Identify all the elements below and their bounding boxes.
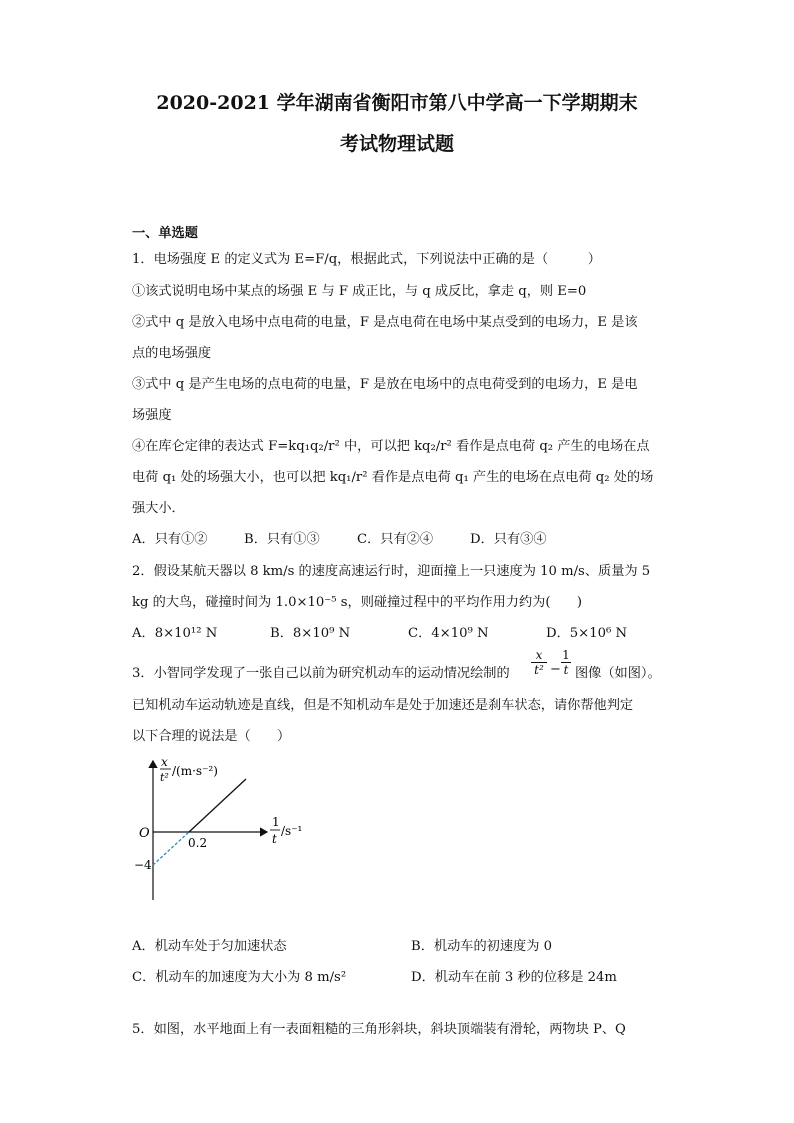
graph-line-solid <box>189 779 246 832</box>
q3-fraction-x-over-t2 <box>531 648 547 677</box>
q1-stem: 1．电场强度 E 的定义式为 E=F/q，根据此式，下列说法中正确的是（ ） <box>132 252 601 267</box>
q1-statement-1: ①该式说明电场中某点的场强 E 与 F 成正比，与 q 成反比，拿走 q，则 E=0 <box>132 284 587 299</box>
q2-option-a: A．8×10¹² N <box>132 626 218 641</box>
x-axis-label-den: t <box>272 832 277 846</box>
q1-statement-4b: 电荷 q₁ 处的场强大小，也可以把 kq₁/r² 看作是点电荷 q₁ 产生的电场在点电荷 q₂ 处的场 <box>132 470 654 485</box>
fraction-denominator: t <box>563 663 569 677</box>
q3-option-c: C．机动车的加速度为大小为 8 m/s² <box>132 970 347 985</box>
q1-option-a: A．只有①② <box>132 532 208 547</box>
x-axis-unit: /s⁻¹ <box>281 824 303 838</box>
y-axis-unit: /(m·s⁻²) <box>172 764 218 778</box>
q1-option-c: C．只有②④ <box>357 532 434 547</box>
q1-statement-3a: ③式中 q 是产生电场的点电荷的电量，F 是放在电场中的点电荷受到的电场力，E 是电 <box>132 377 638 392</box>
x-tick-label: 0.2 <box>188 836 208 850</box>
y-axis-label-den: t² <box>160 771 169 784</box>
x-axis-label-num: 1 <box>272 815 280 829</box>
q3-stem-b: 已知机动车运动轨迹是直线，但是不知机动车是处于加速还是刹车状态，请你帮他判定 <box>132 698 634 713</box>
q1-option-b: B．只有①③ <box>244 532 320 547</box>
q5-stem: 5．如图，水平地面上有一表面粗糙的三角形斜块，斜块顶端装有滑轮，两物块 P、Q <box>132 1022 626 1037</box>
origin-label: O <box>139 826 150 841</box>
graph-line-dashed <box>153 832 189 865</box>
paper-title-line1: 2020-2021 学年湖南省衡阳市第八中学高一下学期期末 <box>156 92 638 114</box>
paper-title-line2: 考试物理试题 <box>339 133 454 155</box>
section-heading: 一、单选题 <box>132 226 198 241</box>
fraction-numerator: 1 <box>562 648 570 662</box>
q3-fraction-1-over-t <box>561 648 571 677</box>
q3-stem-c: 以下合理的说法是（ ） <box>132 729 291 744</box>
q2-option-d: D．5×10⁶ N <box>546 626 627 641</box>
q3-graph <box>125 755 445 905</box>
q2-stem-b: kg 的大鸟，碰撞时间为 1.0×10⁻⁵ s，则碰撞过程中的平均作用力约为( ) <box>132 595 582 610</box>
q1-statement-3b: 场强度 <box>132 408 172 423</box>
q1-statement-4a: ④在库仑定律的表达式 F=kq₁q₂/r² 中，可以把 kq₂/r² 看作是点电荷 q₂ 产生的电场在点 <box>132 439 650 454</box>
q1-statement-2b: 点的电场强度 <box>132 346 212 361</box>
q3-minus-sign: − <box>550 662 561 677</box>
q1-statement-4c: 强大小． <box>132 501 185 516</box>
q3-option-b: B．机动车的初速度为 0 <box>411 939 552 954</box>
q2-stem-a: 2．假设某航天器以 8 km/s 的速度高速运行时，迎面撞上一只速度为 10 m/s、质量为 5 <box>132 564 651 579</box>
q2-option-b: B．8×10⁹ N <box>270 626 351 641</box>
q1-statement-2a: ②式中 q 是放入电场中点电荷的电量，F 是点电荷在电场中某点受到的电场力，E 是该 <box>132 315 638 330</box>
q3-option-d: D．机动车在前 3 秒的位移是 24m <box>411 970 617 985</box>
y-axis-label-num: x <box>161 755 168 769</box>
q3-option-a: A．机动车处于匀加速状态 <box>132 939 287 954</box>
q3-stem-a2: 图像（如图）。 <box>575 666 661 681</box>
q3-stem-a1: 3．小智同学发现了一张自己以前为研究机动车的运动情况绘制的 <box>132 666 510 681</box>
q1-option-d: D．只有③④ <box>470 532 547 547</box>
fraction-denominator: t² <box>534 663 544 677</box>
y-tick-label: −4 <box>134 858 152 872</box>
q2-option-c: C．4×10⁹ N <box>408 626 489 641</box>
fraction-numerator: x <box>531 648 547 663</box>
